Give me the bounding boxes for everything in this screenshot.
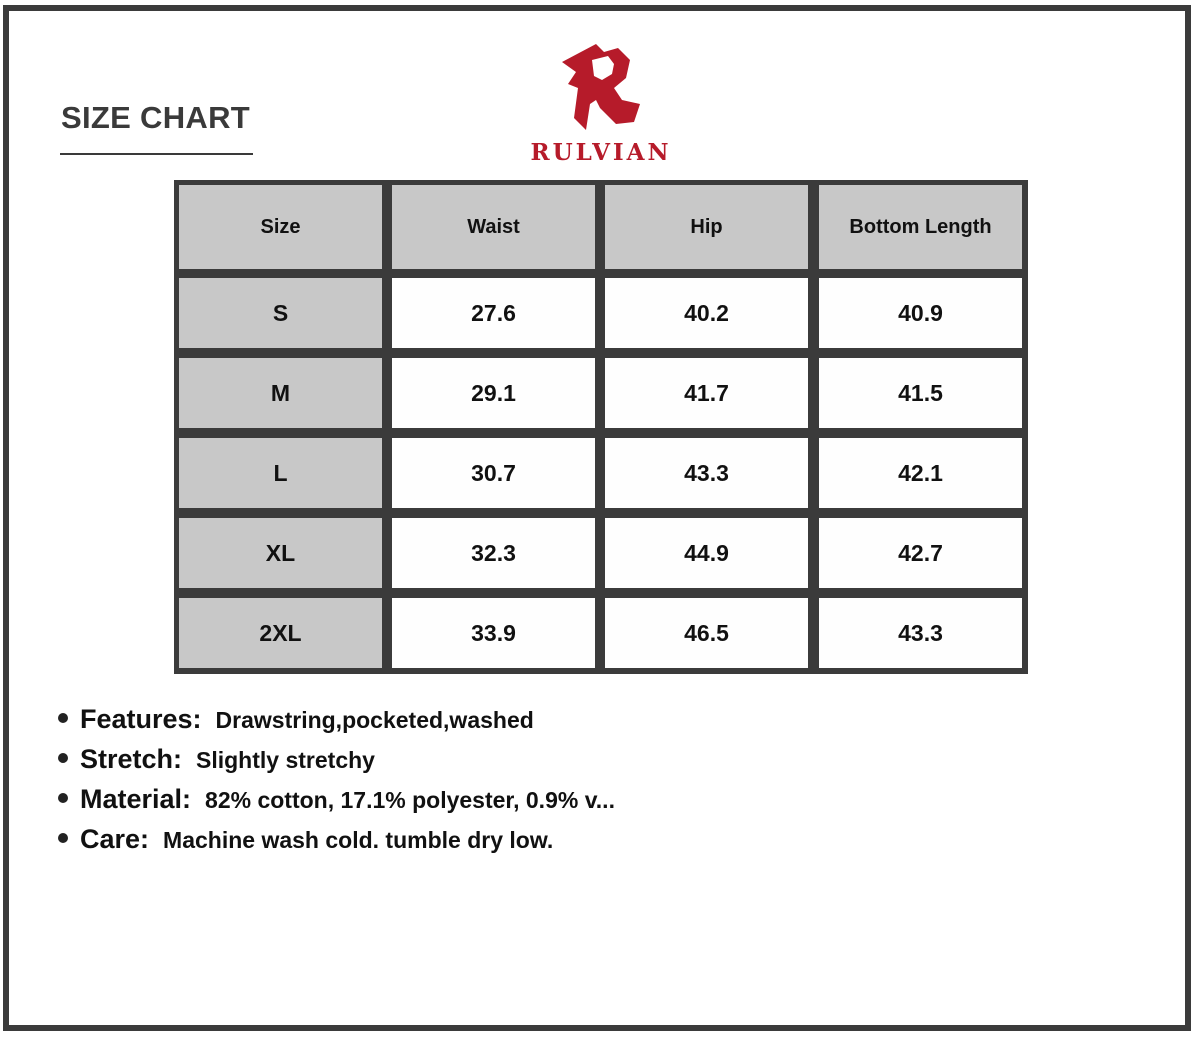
page-title: SIZE CHART	[61, 100, 250, 135]
brand-name: RULVIAN	[530, 139, 672, 166]
title-underline	[60, 153, 253, 155]
measurement-cell: 41.7	[605, 358, 808, 428]
measurement-cell: 32.3	[392, 518, 595, 588]
measurement-cell: 43.3	[605, 438, 808, 508]
size-label-cell: XL	[179, 518, 382, 588]
size-label-cell: M	[179, 358, 382, 428]
measurement-cell: 42.7	[819, 518, 1022, 588]
detail-item	[58, 704, 615, 744]
measurement-cell: 44.9	[605, 518, 808, 588]
bullet-icon	[58, 753, 68, 763]
bullet-icon	[58, 713, 68, 723]
measurement-cell: 40.2	[605, 278, 808, 348]
brand-logo-icon	[556, 42, 646, 136]
detail-label: Features:	[80, 704, 202, 734]
measurement-cell: 27.6	[392, 278, 595, 348]
column-header-hip: Hip	[605, 185, 808, 269]
detail-item	[58, 784, 615, 824]
size-label-cell: L	[179, 438, 382, 508]
measurement-cell: 42.1	[819, 438, 1022, 508]
measurement-cell: 41.5	[819, 358, 1022, 428]
column-header-bottom-length: Bottom Length	[819, 185, 1022, 269]
product-details-list	[58, 704, 615, 864]
detail-item	[58, 824, 615, 864]
measurement-cell: 33.9	[392, 598, 595, 668]
detail-label: Care:	[80, 824, 150, 854]
size-chart-table	[174, 180, 1028, 674]
detail-value: Drawstring,pocketed,washed	[215, 707, 534, 733]
measurement-cell: 30.7	[392, 438, 595, 508]
detail-label: Stretch:	[80, 744, 183, 774]
detail-value: Slightly stretchy	[196, 747, 375, 773]
column-header-waist: Waist	[392, 185, 595, 269]
detail-value: Machine wash cold. tumble dry low.	[163, 827, 554, 853]
detail-item	[58, 744, 615, 784]
size-label-cell: 2XL	[179, 598, 382, 668]
size-label-cell: S	[179, 278, 382, 348]
measurement-cell: 40.9	[819, 278, 1022, 348]
measurement-cell: 46.5	[605, 598, 808, 668]
measurement-cell: 29.1	[392, 358, 595, 428]
measurement-cell: 43.3	[819, 598, 1022, 668]
column-header-size: Size	[179, 185, 382, 269]
bullet-icon	[58, 833, 68, 843]
detail-value: 82% cotton, 17.1% polyester, 0.9% v...	[205, 787, 615, 813]
bullet-icon	[58, 793, 68, 803]
detail-label: Material:	[80, 784, 192, 814]
